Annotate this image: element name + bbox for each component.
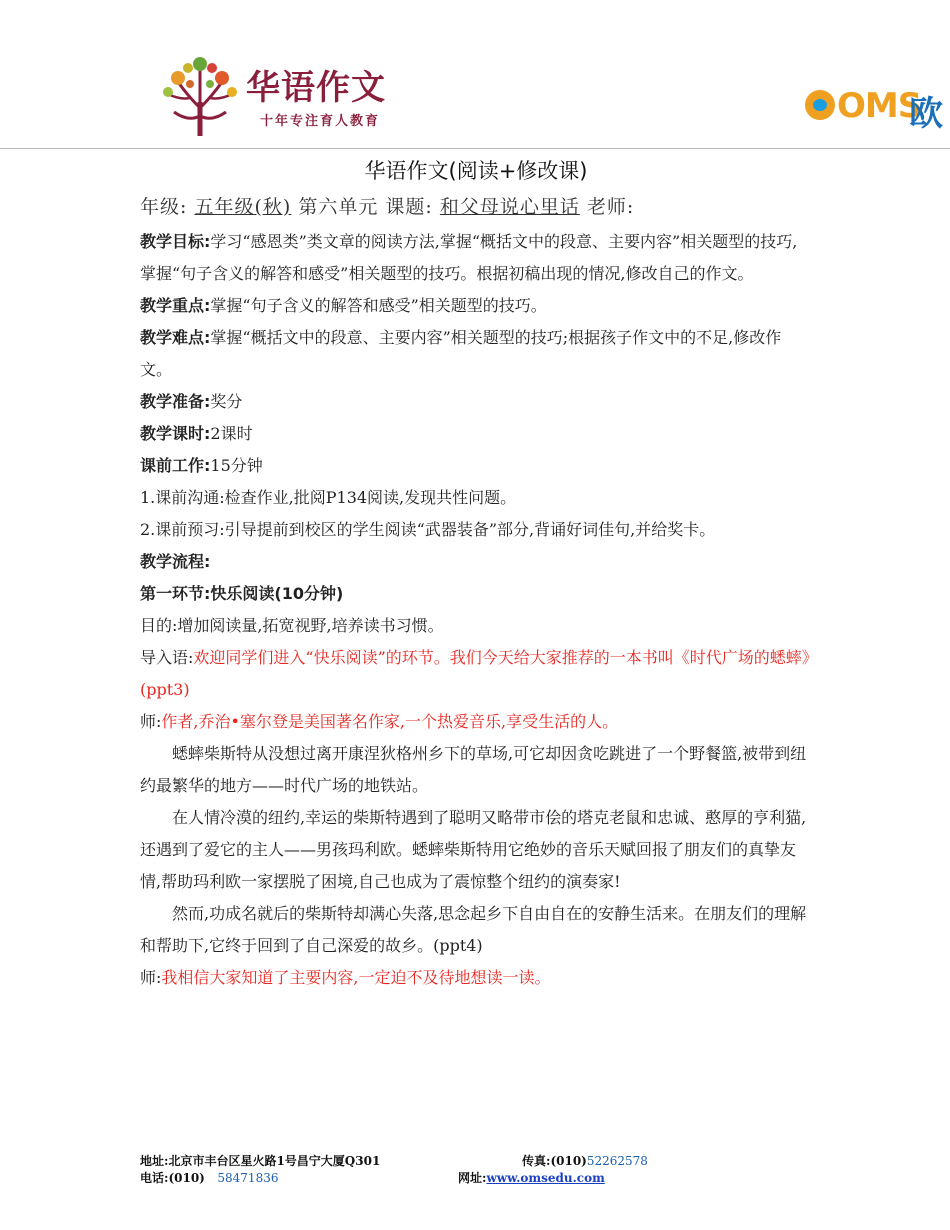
teacher-line-1: 师:作者,乔治•塞尔登是美国著名作家,一个热爱音乐,享受生活的人。 [140,712,619,731]
document-title: 华语作文(阅读+修改课) [364,159,588,183]
globe-icon [805,90,835,120]
fax-number: 52262578 [586,1154,648,1168]
grade-label: 年级: [140,196,188,218]
goal-paragraph: 教学目标:学习“感恩类”类文章的阅读方法,掌握“概括文中的段意、主要内容”相关题型的技巧,掌握“句子含义的解答和感受”相关题型的技巧。根据初稿出现的情况,修改自己的作文。 [140,232,798,283]
oms-logo-text: OMS [837,86,922,126]
footer-row-1 [140,1153,840,1170]
footer-row-2: 电话:(010) 58471836 网址:www.omsedu.com [140,1171,605,1185]
teacher-line-2: 师:我相信大家知道了主要内容,一定迫不及待地想读一读。 [140,968,551,987]
section1-heading: 第一环节:快乐阅读(10分钟) [140,584,344,603]
lesson-meta [140,188,812,226]
brand-name: 华语作文 [246,68,386,108]
prework-paragraph: 课前工作:15分钟 [140,456,263,475]
huayu-logo [160,52,400,142]
topic-label: 课题: [385,196,433,218]
prep-paragraph: 教学准备:奖分 [140,392,243,411]
fax-group: 传真:(010)52262578 [522,1154,648,1168]
page-header [0,0,950,150]
website-link[interactable]: www.omsedu.com [486,1171,605,1185]
page-footer [140,1153,840,1187]
header-divider [0,148,950,149]
difficulty-paragraph: 教学难点:掌握“概括文中的段意、主要内容”相关题型的技巧;根据孩子作文中的不足,修改作文。 [140,328,782,379]
oms-logo-cn: 欧 [909,94,943,132]
topic-value: 和父母说心里话 [439,196,580,218]
website-group: 网址:www.omsedu.com [458,1171,605,1185]
unit-text: 第六单元 [298,196,379,218]
focus-paragraph: 教学重点:掌握“句子含义的解答和感受”相关题型的技巧。 [140,296,547,315]
purpose-paragraph: 目的:增加阅读量,拓宽视野,培养读书习惯。 [140,616,444,635]
story-paragraph-1: 蟋蟀柴斯特从没想过离开康涅狄格州乡下的草场,可它却因贪吃跳进了一个野餐篮,被带到纽约最繁华的地方——时代广场的地铁站。 [140,744,807,795]
prework-item-1: 1.课前沟通:检查作业,批阅P134阅读,发现共性问题。 [140,488,517,507]
intro-paragraph: 导入语:欢迎同学们进入“快乐阅读”的环节。我们今天给大家推荐的一本书叫《时代广场的蟋蟀》(ppt3) [140,648,810,699]
address: 北京市丰台区星火路1号昌宁大厦Q301 [168,1154,381,1168]
prework-item-2: 2.课前预习:引导提前到校区的学生阅读“武器装备”部分,背诵好词佳句,并给奖卡。 [140,520,716,539]
hours-paragraph: 教学课时:2课时 [140,424,253,443]
story-paragraph-2: 在人情冷漠的纽约,幸运的柴斯特遇到了聪明又略带市侩的塔克老鼠和忠诚、憨厚的亨利猫,还遇到了爱它的主人——男孩玛利欧。蟋蟀柴斯特用它绝妙的音乐天赋回报了朋友们的真挚友情,帮助玛利欧一家摆脱了困境,自己也成为了震惊整个纽约的演奏家! [140,808,807,891]
story-paragraph-3: 然而,功成名就后的柴斯特却满心失落,思念起乡下自由自在的安静生活来。在朋友们的理解和帮助下,它终于回到了自己深爱的故乡。(ppt4) [140,904,807,955]
process-heading: 教学流程: [140,552,211,571]
grade-value: 五年级(秋) [194,196,292,218]
oms-logo [805,86,950,132]
teacher-label: 老师: [586,196,635,218]
phone-label: 电话: [140,1171,169,1185]
address-label: 地址: [140,1154,169,1168]
brand-slogan: 十年专注育人教育 [260,114,381,129]
document-body [140,150,812,994]
phone-number: 58471836 [217,1171,279,1185]
tree-logo-icon [160,52,240,138]
